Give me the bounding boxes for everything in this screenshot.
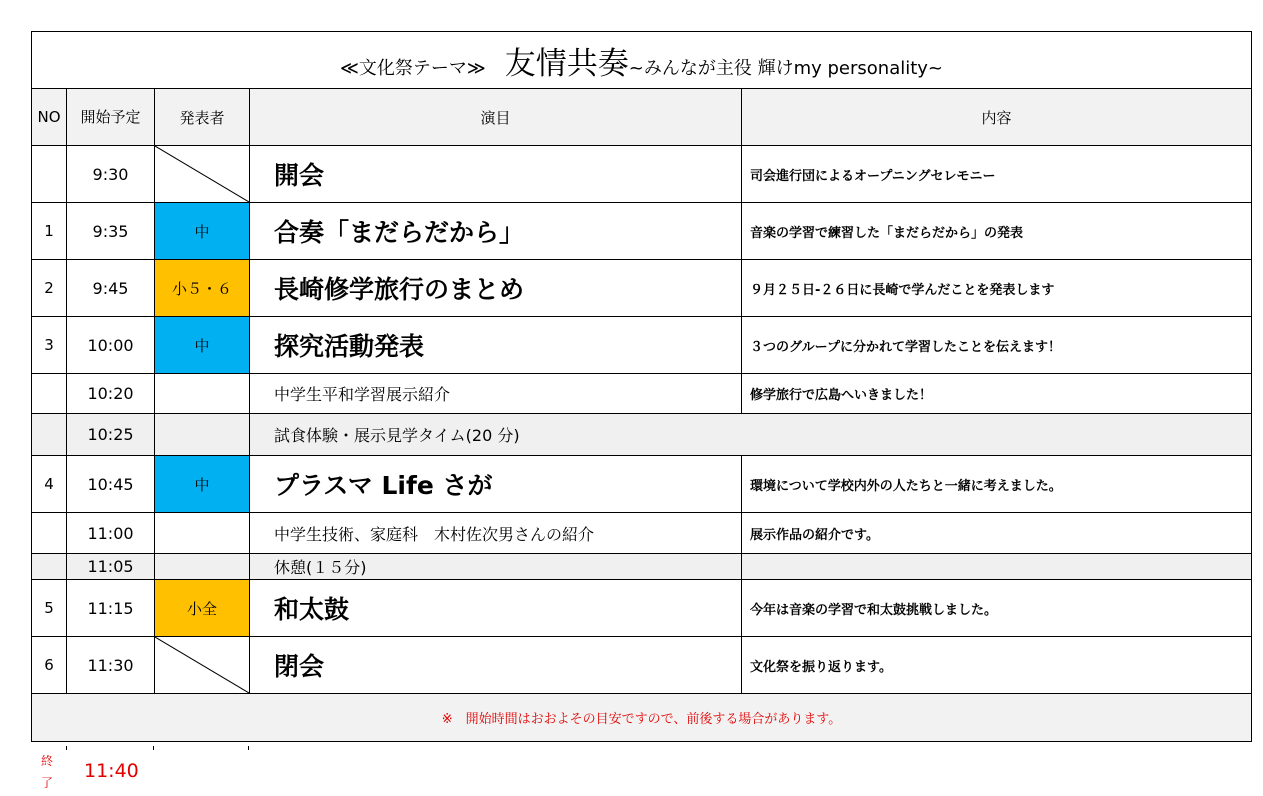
header-row <box>32 89 1252 146</box>
row-content: 修学旅行で広島へいきました！ <box>742 374 1252 414</box>
row-time: 11:00 <box>67 513 155 554</box>
row-time: 10:20 <box>67 374 155 414</box>
row-content: 司会進行団によるオープニングセレモニー <box>742 146 1252 203</box>
row-no <box>32 414 67 456</box>
header-no: NO <box>32 89 67 146</box>
row-no <box>32 513 67 554</box>
gridline-stub <box>66 746 67 750</box>
row-no <box>32 374 67 414</box>
gridline-stub <box>153 746 154 750</box>
row-title: 探究活動発表 <box>250 317 742 374</box>
row-content: ３つのグループに分かれて学習したことを伝えます！ <box>742 317 1252 374</box>
presenter-badge: 小５・６ <box>155 260 250 317</box>
header-program: 演目 <box>250 89 742 146</box>
diagonal-slash <box>155 637 249 693</box>
row-content: 環境について学校内外の人たちと一緒に考えました。 <box>742 456 1252 513</box>
theme-row <box>32 32 1252 89</box>
presenter-badge: 小全 <box>155 580 250 637</box>
table-row <box>32 580 1252 637</box>
row-no <box>32 554 67 580</box>
diagonal-slash <box>155 146 249 202</box>
table-row <box>32 456 1252 513</box>
row-title: 閉会 <box>250 637 742 694</box>
row-no: 6 <box>32 637 67 694</box>
table-row <box>32 146 1252 203</box>
row-time: 10:45 <box>67 456 155 513</box>
row-title: 中学生技術、家庭科 木村佐次男さんの紹介 <box>250 513 742 554</box>
schedule-sheet <box>31 31 1251 742</box>
presenter-cell <box>155 374 250 414</box>
note-text: ※ 開始時間はおおよその目安ですので、前後する場合があります。 <box>32 694 1252 742</box>
row-time: 9:35 <box>67 203 155 260</box>
row-content: 今年は音楽の学習で和太鼓挑戦しました。 <box>742 580 1252 637</box>
header-presenter: 発表者 <box>155 89 250 146</box>
table-row <box>32 414 1252 456</box>
row-no: 2 <box>32 260 67 317</box>
presenter-badge: 中 <box>155 456 250 513</box>
row-no: 5 <box>32 580 67 637</box>
presenter-cell <box>155 513 250 554</box>
table-row <box>32 374 1252 414</box>
row-time: 9:45 <box>67 260 155 317</box>
theme-banner <box>32 32 1252 89</box>
row-no: 4 <box>32 456 67 513</box>
row-title: 長崎修学旅行のまとめ <box>250 260 742 317</box>
row-time: 11:15 <box>67 580 155 637</box>
row-title: 開会 <box>250 146 742 203</box>
header-content: 内容 <box>742 89 1252 146</box>
row-content: 文化祭を振り返ります。 <box>742 637 1252 694</box>
theme-title: 友情共奏 <box>504 45 629 82</box>
row-time: 11:05 <box>67 554 155 580</box>
header-start: 開始予定 <box>67 89 155 146</box>
row-title: 中学生平和学習展示紹介 <box>250 374 742 414</box>
row-time: 11:30 <box>67 637 155 694</box>
table-row <box>32 317 1252 374</box>
theme-suffix: ~みんなが主役 輝けmy personality~ <box>628 57 944 79</box>
row-content <box>742 554 1252 580</box>
row-content: ９月２５日-２６日に長崎で学んだことを発表します <box>742 260 1252 317</box>
presenter-badge: 中 <box>155 317 250 374</box>
presenter-cell-empty <box>155 637 250 694</box>
table-row <box>32 513 1252 554</box>
theme-prefix: ≪文化祭テーマ≫ <box>340 57 486 79</box>
end-label: 終了 <box>40 754 53 790</box>
row-time: 9:30 <box>67 146 155 203</box>
row-content: 音楽の学習で練習した「まだらだから」の発表 <box>742 203 1252 260</box>
row-content: 展示作品の紹介です。 <box>742 513 1252 554</box>
row-time: 10:00 <box>67 317 155 374</box>
row-title: 休憩(１５分) <box>250 554 742 580</box>
row-title: 試食体験・展示見学タイム(20 分) <box>250 414 1252 456</box>
presenter-cell <box>155 554 250 580</box>
presenter-cell <box>155 414 250 456</box>
row-time: 10:25 <box>67 414 155 456</box>
table-row <box>32 637 1252 694</box>
table-row <box>32 260 1252 317</box>
table-row <box>32 203 1252 260</box>
gridline-stub <box>248 746 249 750</box>
row-no: 1 <box>32 203 67 260</box>
end-time: 11:40 <box>84 760 139 782</box>
row-title: 和太鼓 <box>250 580 742 637</box>
note-row <box>32 694 1252 742</box>
row-no <box>32 146 67 203</box>
row-title: 合奏「まだらだから」 <box>250 203 742 260</box>
schedule-table <box>31 31 1252 742</box>
presenter-cell-empty <box>155 146 250 203</box>
row-title: プラスマ Life さが <box>250 456 742 513</box>
presenter-badge: 中 <box>155 203 250 260</box>
row-no: 3 <box>32 317 67 374</box>
table-row <box>32 554 1252 580</box>
